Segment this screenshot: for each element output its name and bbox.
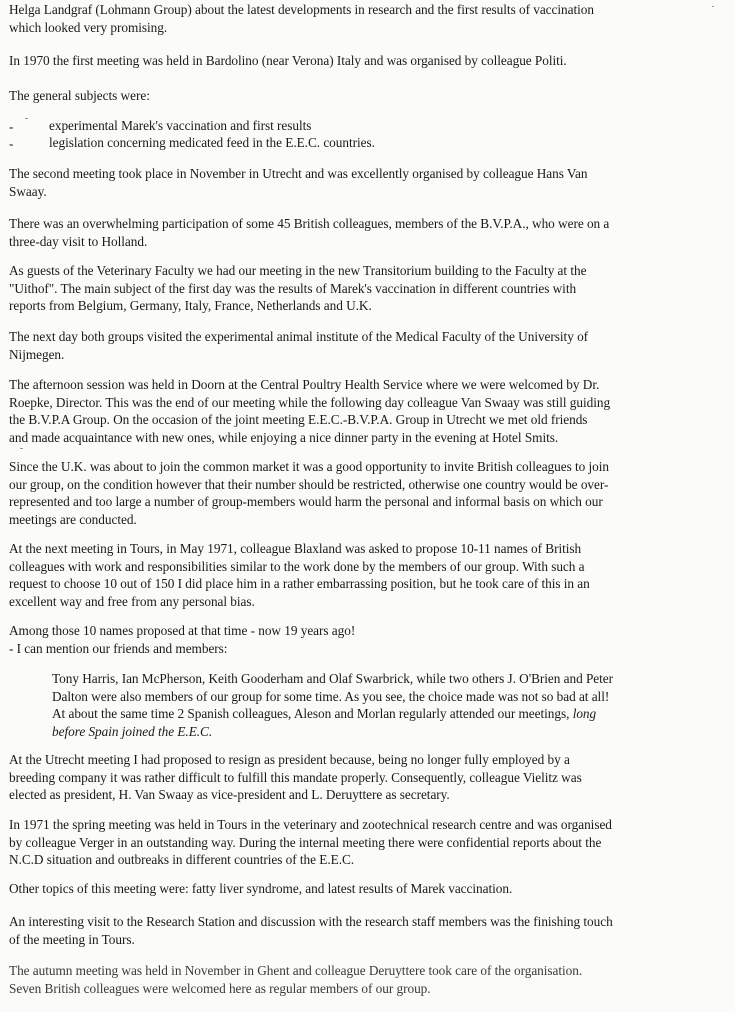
text-line: breeding company it was rather difficult to fulfill this mandate properly. Consequently, colleague Vielitz was	[9, 769, 582, 785]
text-line: The second meeting took place in November in Utrecht and was excellently organised by colleague Hans Van	[9, 166, 588, 181]
paragraph-other-topics	[9, 880, 725, 898]
paragraph-spring-meeting	[9, 816, 725, 869]
text-line: meetings are conducted.	[9, 511, 137, 527]
text-line: elected as president, H. Van Swaay as vice-president and L. Deruyttere as secretary.	[9, 787, 450, 802]
text-line: At the next meeting in Tours, in May 1971, colleague Blaxland was asked to propose 10-11 names of British	[9, 541, 582, 556]
text-line: Helga Landgraf (Lohmann Group) about the latest developments in research and the first results of vaccination	[9, 2, 594, 17]
text-line: the B.V.P.A Group. On the occasion of the joint meeting E.E.C.-B.V.P.A. Group in Utrecht we met old friends	[9, 412, 588, 427]
text-span: At about the same time 2 Spanish colleagues, Aleson and Morlan regularly attended our meetings,	[52, 706, 570, 721]
list-item-text: legislation concerning medicated feed in the E.E.C. countries.	[49, 135, 375, 150]
text-line: The afternoon session was held in Doorn at the Central Poultry Health Service where we were welcomed by Dr.	[9, 377, 600, 392]
text-line: In 1970 the first meeting was held in Bardolino (near Verona) Italy and was organised by colleague Politi.	[9, 53, 567, 68]
text-line: and made acquaintance with new ones, while enjoying a nice dinner party in the evening at Hotel Smits.	[9, 429, 559, 445]
text-line: The autumn meeting was held in November in Ghent and colleague Deruyttere took care of the organisation.	[9, 963, 583, 978]
text-line: excellent way and free from any personal bias.	[9, 593, 255, 609]
text-line: An interesting visit to the Research Station and discussion with the research staff members was the finishing touch	[9, 914, 613, 929]
paragraph-participation	[9, 215, 725, 250]
paragraph-resign	[9, 751, 725, 804]
italic-text-line: before Spain joined the E.E.C.	[52, 723, 213, 739]
text-line: Dalton were also members of our group for some time. As you see, the choice made was not so bad at all!	[52, 688, 610, 704]
text-line: As guests of the Veterinary Faculty we had our meeting in the new Transitorium building to the Faculty at the	[9, 263, 587, 278]
text-line: Among those 10 names proposed at that time - now 19 years ago!	[9, 623, 356, 638]
text-line: Nijmegen.	[9, 346, 65, 362]
text-line: request to choose 10 out of 150 I did place him in a rather embarrassing position, but he took care of this in an	[9, 576, 590, 591]
list-dash: -	[9, 119, 14, 134]
text-line: At the Utrecht meeting I had proposed to resign as president because, being no longer fully employed by a	[9, 752, 570, 767]
scan-speck	[20, 448, 23, 449]
text-line: N.C.D situation and outbreaks in different countries of the E.E.C.	[9, 852, 355, 867]
text-line: represented and too large a number of group-members would harm the personal and informal basis on which our	[9, 494, 603, 509]
scan-speck	[25, 118, 28, 119]
text-line: of the meeting in Tours.	[9, 931, 135, 947]
paragraph-members-list	[52, 670, 724, 740]
text-line: Tony Harris, Ian McPherson, Keith Gooderham and Olaf Swarbrick, while two others J. O'Brien and Peter	[52, 671, 614, 686]
text-line: The general subjects were:	[9, 88, 150, 103]
paragraph-tours-meeting	[9, 540, 725, 610]
text-line: Swaay.	[9, 183, 47, 199]
list-item	[49, 117, 709, 135]
text-line: our group, on the condition however that their number should be restricted, otherwise one country would be over-	[9, 476, 609, 492]
paragraph-first-meeting	[9, 52, 725, 70]
paragraph-landgraf	[9, 1, 725, 36]
paragraph-autumn-meeting	[9, 962, 725, 997]
list-dash: -	[9, 136, 14, 151]
text-line: "Uithof". The main subject of the first day was the results of Marek's vaccination in different countries with	[9, 280, 577, 296]
text-line: - I can mention our friends and members:	[9, 640, 228, 656]
text-line: colleagues with work and responsibilities similar to the work done by the members of our group. With such a	[9, 558, 585, 574]
text-line: Roepke, Director. This was the end of our meeting while the following day colleague Van Swaay was still guiding	[9, 394, 611, 410]
text-line: There was an overwhelming participation of some 45 British colleagues, members of the B.V.P.A., who were on a	[9, 216, 610, 231]
list-item	[49, 134, 709, 152]
paragraph-second-meeting	[9, 165, 725, 200]
text-line: The next day both groups visited the experimental animal institute of the Medical Faculty of the University of	[9, 329, 589, 344]
scan-speck	[712, 6, 714, 7]
text-line: which looked very promising.	[9, 19, 168, 35]
text-line	[52, 705, 724, 723]
text-line: In 1971 the spring meeting was held in Tours in the veterinary and zootechnical research centre and was organised	[9, 817, 612, 832]
paragraph-veterinary-faculty	[9, 262, 725, 315]
list-item-text: experimental Marek's vaccination and first results	[49, 118, 312, 133]
text-line: three-day visit to Holland.	[9, 233, 148, 249]
text-line: Since the U.K. was about to join the common market it was a good opportunity to invite British colleagues to join	[9, 459, 610, 474]
text-line: by colleague Verger in an outstanding way. During the internal meeting there were confidential reports about the	[9, 834, 602, 850]
text-line: Seven British colleagues were welcomed here as regular members of our group.	[9, 980, 431, 996]
paragraph-next-day	[9, 328, 725, 363]
paragraph-common-market	[9, 458, 725, 528]
paragraph-afternoon-session	[9, 376, 725, 446]
paragraph-ten-names	[9, 622, 725, 657]
text-line: reports from Belgium, Germany, Italy, France, Netherlands and U.K.	[9, 298, 372, 313]
italic-text: long	[572, 706, 597, 721]
paragraph-general-subjects	[9, 87, 725, 105]
paragraph-research-visit	[9, 913, 725, 948]
text-line: Other topics of this meeting were: fatty liver syndrome, and latest results of Marek vaccination.	[9, 881, 513, 896]
